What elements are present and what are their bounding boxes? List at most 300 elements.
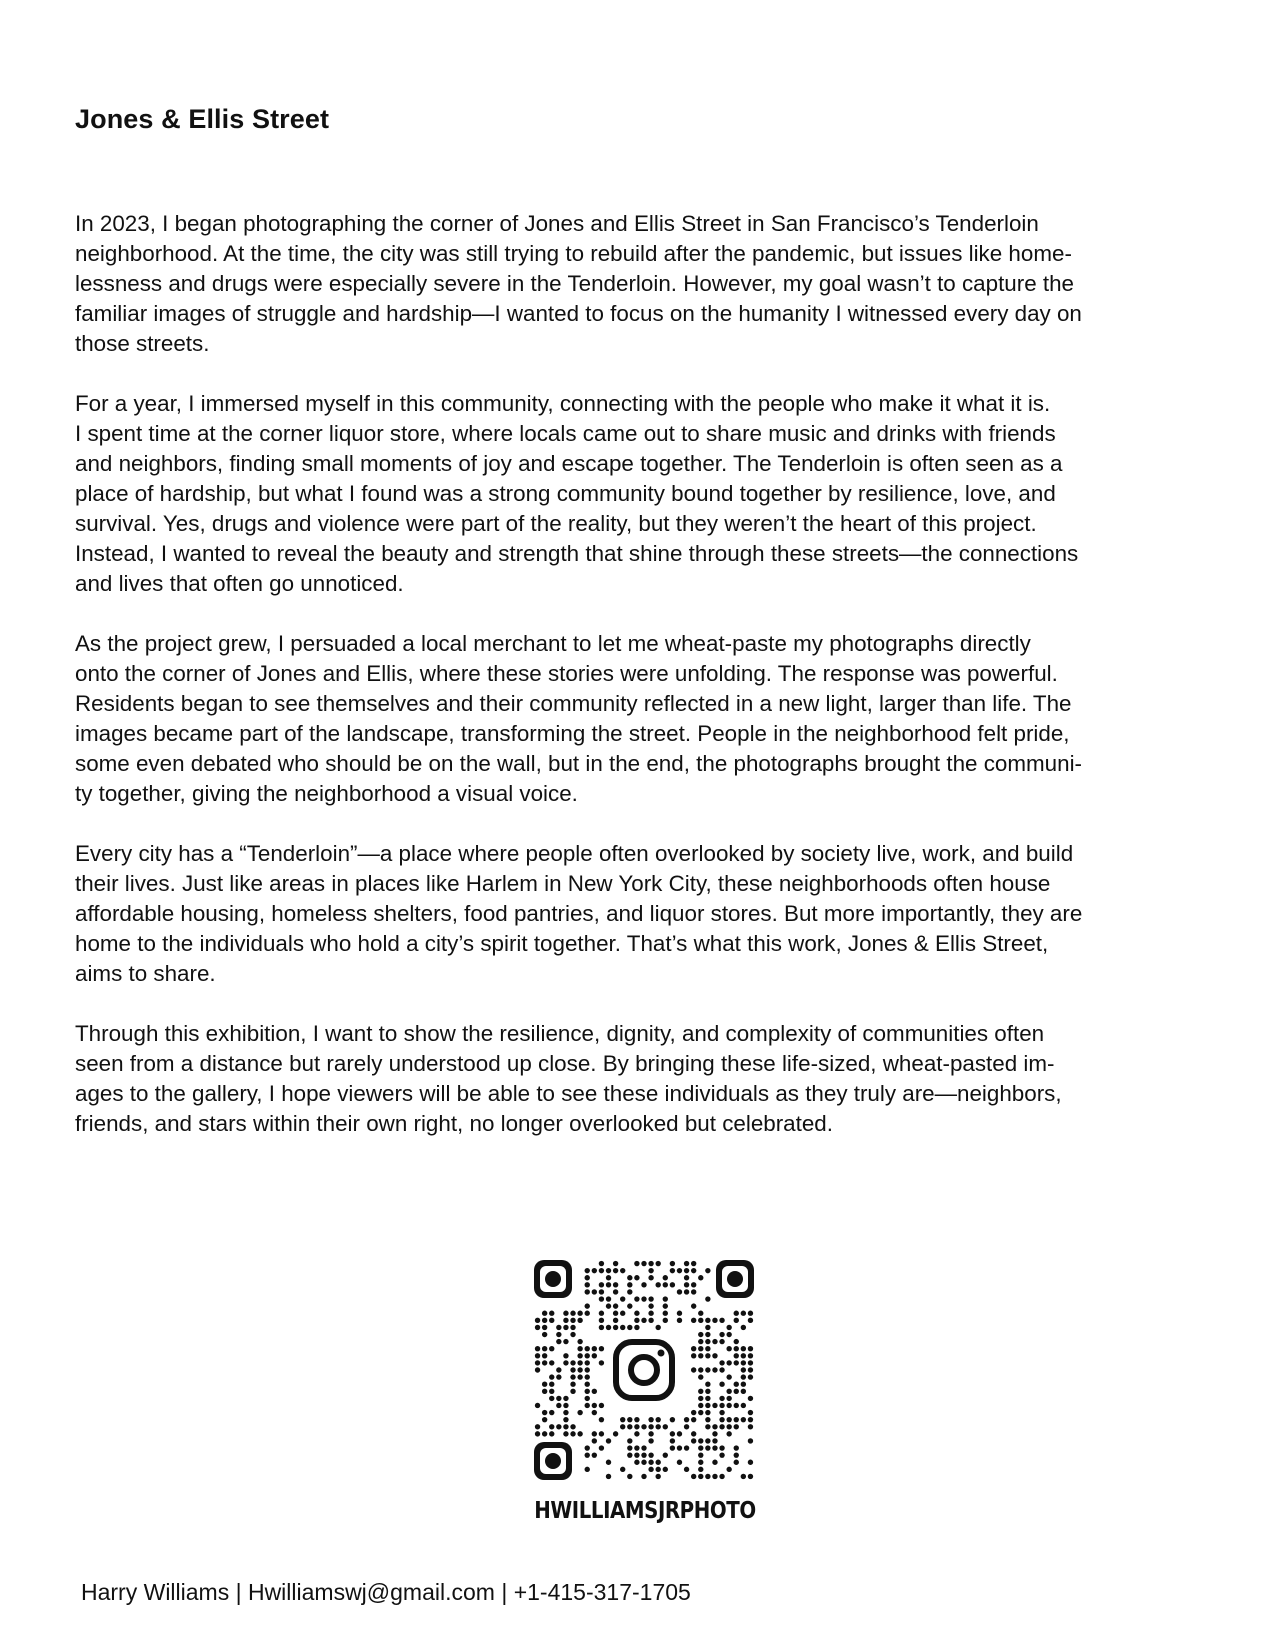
qr-module xyxy=(599,1296,604,1301)
qr-module xyxy=(734,1460,739,1465)
qr-module xyxy=(577,1346,582,1351)
qr-module xyxy=(705,1318,710,1323)
qr-module xyxy=(741,1311,746,1316)
qr-module xyxy=(542,1318,547,1323)
qr-module xyxy=(627,1438,632,1443)
qr-module xyxy=(648,1431,653,1436)
qr-module xyxy=(535,1346,540,1351)
qr-module xyxy=(670,1445,675,1450)
qr-module xyxy=(741,1381,746,1386)
qr-module xyxy=(592,1452,597,1457)
artist-statement xyxy=(75,209,1205,1169)
qr-module xyxy=(705,1325,710,1330)
qr-module xyxy=(549,1346,554,1351)
qr-module xyxy=(698,1374,703,1379)
qr-module xyxy=(748,1438,753,1443)
qr-module xyxy=(641,1474,646,1479)
qr-module xyxy=(705,1417,710,1422)
qr-module xyxy=(719,1474,724,1479)
qr-module xyxy=(670,1282,675,1287)
qr-module xyxy=(542,1360,547,1365)
qr-module xyxy=(549,1318,554,1323)
qr-module xyxy=(585,1346,590,1351)
qr-module xyxy=(726,1389,731,1394)
qr-module xyxy=(712,1474,717,1479)
qr-module xyxy=(634,1417,639,1422)
qr-module xyxy=(570,1360,575,1365)
qr-module xyxy=(599,1289,604,1294)
qr-module xyxy=(556,1403,561,1408)
qr-module xyxy=(648,1268,653,1273)
qr-module xyxy=(705,1403,710,1408)
qr-module xyxy=(748,1353,753,1358)
qr-module xyxy=(691,1417,696,1422)
qr-module xyxy=(748,1417,753,1422)
qr-module xyxy=(613,1289,618,1294)
qr-module xyxy=(741,1374,746,1379)
statement-paragraph-5: Through this exhibition, I want to show the resilience, dignity, and complexity of communities often seen from a distance but rarely understood up close. By bringing these life-sized, wheat-pasted im- ages to the gallery, I hope viewers will be able to see these individuals as they truly are—neighbors, friends, and stars within their own right, no longer overlooked but celebrated. xyxy=(75,1021,1062,1136)
qr-module xyxy=(556,1374,561,1379)
qr-module xyxy=(698,1396,703,1401)
qr-module xyxy=(599,1311,604,1316)
qr-module xyxy=(705,1268,710,1273)
qr-module xyxy=(556,1367,561,1372)
qr-module xyxy=(741,1417,746,1422)
qr-module xyxy=(585,1396,590,1401)
qr-module xyxy=(698,1452,703,1457)
qr-module xyxy=(634,1296,639,1301)
qr-module xyxy=(655,1325,660,1330)
qr-module xyxy=(741,1346,746,1351)
qr-module xyxy=(613,1325,618,1330)
qr-module xyxy=(705,1474,710,1479)
qr-module xyxy=(698,1318,703,1323)
qr-module xyxy=(719,1381,724,1386)
qr-module xyxy=(734,1403,739,1408)
qr-module xyxy=(627,1474,632,1479)
qr-module xyxy=(705,1389,710,1394)
qr-module xyxy=(648,1275,653,1280)
qr-module xyxy=(549,1396,554,1401)
qr-module xyxy=(563,1403,568,1408)
qr-module xyxy=(606,1474,611,1479)
qr-module xyxy=(592,1438,597,1443)
qr-module xyxy=(570,1424,575,1429)
qr-module xyxy=(613,1303,618,1308)
qr-module xyxy=(726,1431,731,1436)
qr-module xyxy=(592,1289,597,1294)
qr-module xyxy=(535,1318,540,1323)
qr-module xyxy=(542,1332,547,1337)
qr-module xyxy=(577,1318,582,1323)
qr-module xyxy=(620,1467,625,1472)
qr-module xyxy=(726,1417,731,1422)
qr-module xyxy=(599,1417,604,1422)
instagram-icon xyxy=(610,1336,678,1404)
qr-module xyxy=(599,1261,604,1266)
qr-module xyxy=(734,1417,739,1422)
qr-module xyxy=(698,1474,703,1479)
qr-module xyxy=(620,1417,625,1422)
qr-module xyxy=(620,1325,625,1330)
qr-module xyxy=(670,1431,675,1436)
qr-module xyxy=(698,1332,703,1337)
qr-module xyxy=(691,1303,696,1308)
qr-module xyxy=(670,1261,675,1266)
qr-module xyxy=(691,1367,696,1372)
qr-module xyxy=(698,1346,703,1351)
qr-module xyxy=(741,1325,746,1330)
qr-module xyxy=(734,1389,739,1394)
qr-module xyxy=(663,1275,668,1280)
qr-module xyxy=(705,1445,710,1450)
qr-module xyxy=(748,1318,753,1323)
qr-module xyxy=(691,1318,696,1323)
qr-module xyxy=(641,1424,646,1429)
qr-module xyxy=(549,1311,554,1316)
qr-module xyxy=(606,1275,611,1280)
qr-module xyxy=(606,1460,611,1465)
qr-module xyxy=(748,1346,753,1351)
qr-module xyxy=(585,1367,590,1372)
qr-module xyxy=(663,1452,668,1457)
qr-module xyxy=(570,1318,575,1323)
qr-module xyxy=(712,1431,717,1436)
qr-module xyxy=(698,1467,703,1472)
qr-module xyxy=(585,1275,590,1280)
qr-module xyxy=(748,1410,753,1415)
qr-module xyxy=(563,1325,568,1330)
qr-module xyxy=(734,1424,739,1429)
qr-module xyxy=(719,1445,724,1450)
qr-module xyxy=(698,1445,703,1450)
qr-module xyxy=(705,1332,710,1337)
qr-module xyxy=(535,1431,540,1436)
qr-module xyxy=(577,1311,582,1316)
qr-module xyxy=(585,1311,590,1316)
qr-module xyxy=(556,1332,561,1337)
qr-module xyxy=(655,1424,660,1429)
qr-module xyxy=(585,1282,590,1287)
qr-module xyxy=(577,1431,582,1436)
qr-module xyxy=(684,1424,689,1429)
qr-module xyxy=(677,1431,682,1436)
qr-module xyxy=(705,1339,710,1344)
qr-module xyxy=(712,1460,717,1465)
qr-module xyxy=(691,1282,696,1287)
qr-module xyxy=(648,1303,653,1308)
qr-module xyxy=(698,1410,703,1415)
qr-module xyxy=(748,1360,753,1365)
qr-module xyxy=(570,1431,575,1436)
qr-module xyxy=(549,1381,554,1386)
qr-module xyxy=(663,1424,668,1429)
qr-module xyxy=(599,1268,604,1273)
qr-module xyxy=(570,1381,575,1386)
qr-module xyxy=(684,1275,689,1280)
qr-module xyxy=(670,1417,675,1422)
qr-module xyxy=(705,1410,710,1415)
qr-module xyxy=(535,1360,540,1365)
contact-footer: Harry Williams | Hwilliamswj@gmail.com | +1-415-317-1705 xyxy=(81,1579,691,1605)
instagram-qr-code[interactable] xyxy=(534,1260,754,1480)
qr-module xyxy=(634,1325,639,1330)
qr-module xyxy=(691,1289,696,1294)
qr-module xyxy=(648,1296,653,1301)
qr-module xyxy=(684,1268,689,1273)
qr-module xyxy=(734,1452,739,1457)
qr-module xyxy=(698,1389,703,1394)
qr-module xyxy=(691,1268,696,1273)
qr-module xyxy=(655,1474,660,1479)
statement-paragraph-2: For a year, I immersed myself in this community, connecting with the people who make it what it is. I spent time at the corner liquor store, where locals came out to share music and drinks with friends and neighbors, finding small moments of joy and escape together. The Tenderloin is often seen as a place of hardship, but what I found was a strong community bound together by resilience, love, and survival. Yes, drugs and violence were part of the reality, but they weren’t the heart of this project. Instead, I wanted to reveal the beauty and strength that shine through these streets—the connections and lives that often go unnoticed. xyxy=(75,391,1079,596)
qr-module xyxy=(634,1424,639,1429)
qr-module xyxy=(698,1367,703,1372)
qr-module xyxy=(712,1424,717,1429)
qr-module xyxy=(726,1325,731,1330)
qr-module xyxy=(726,1467,731,1472)
qr-module xyxy=(719,1452,724,1457)
qr-module xyxy=(641,1282,646,1287)
qr-module xyxy=(592,1389,597,1394)
qr-module xyxy=(563,1396,568,1401)
qr-module xyxy=(684,1445,689,1450)
qr-module xyxy=(698,1275,703,1280)
qr-module xyxy=(620,1296,625,1301)
qr-finder-top-right-icon xyxy=(716,1260,754,1298)
qr-module xyxy=(748,1374,753,1379)
qr-module xyxy=(677,1268,682,1273)
qr-module xyxy=(592,1268,597,1273)
qr-module xyxy=(655,1282,660,1287)
qr-module xyxy=(542,1389,547,1394)
qr-module xyxy=(563,1410,568,1415)
qr-module xyxy=(535,1325,540,1330)
qr-module xyxy=(741,1367,746,1372)
qr-module xyxy=(663,1296,668,1301)
qr-module xyxy=(570,1367,575,1372)
qr-module xyxy=(549,1424,554,1429)
qr-module xyxy=(592,1346,597,1351)
qr-module xyxy=(634,1311,639,1316)
statement-paragraph-4: Every city has a “Tenderloin”—a place where people often overlooked by society live, work, and build their lives. Just like areas in places like Harlem in New York City, these neighborhoods often house affordable housing, homeless shelters, food pantries, and liquor stores. But more importantly, they are home to the individuals who hold a city’s spirit together. That’s what this work, Jones & Ellis Street, aims to share. xyxy=(75,841,1083,986)
qr-module xyxy=(627,1417,632,1422)
qr-module xyxy=(648,1311,653,1316)
qr-module xyxy=(606,1325,611,1330)
qr-module xyxy=(577,1360,582,1365)
qr-module xyxy=(726,1396,731,1401)
qr-module xyxy=(634,1318,639,1323)
qr-module xyxy=(655,1467,660,1472)
qr-module xyxy=(663,1303,668,1308)
qr-module xyxy=(592,1431,597,1436)
qr-module xyxy=(549,1389,554,1394)
qr-module xyxy=(712,1367,717,1372)
qr-module xyxy=(698,1438,703,1443)
qr-module xyxy=(726,1360,731,1365)
qr-module xyxy=(712,1438,717,1443)
qr-module xyxy=(585,1374,590,1379)
qr-module xyxy=(705,1381,710,1386)
qr-module xyxy=(556,1339,561,1344)
qr-module xyxy=(563,1353,568,1358)
qr-module xyxy=(691,1410,696,1415)
qr-module xyxy=(592,1353,597,1358)
qr-module xyxy=(648,1417,653,1422)
qr-module xyxy=(542,1353,547,1358)
qr-module xyxy=(734,1311,739,1316)
qr-module xyxy=(741,1474,746,1479)
qr-module xyxy=(563,1417,568,1422)
qr-module xyxy=(712,1353,717,1358)
qr-module xyxy=(698,1460,703,1465)
qr-module xyxy=(705,1346,710,1351)
qr-module xyxy=(684,1467,689,1472)
qr-module xyxy=(641,1452,646,1457)
qr-module xyxy=(698,1311,703,1316)
qr-module xyxy=(620,1268,625,1273)
qr-finder-bottom-left-icon xyxy=(534,1442,572,1480)
qr-module xyxy=(670,1438,675,1443)
qr-module xyxy=(663,1282,668,1287)
qr-module xyxy=(627,1275,632,1280)
qr-module xyxy=(535,1424,540,1429)
qr-module xyxy=(627,1289,632,1294)
qr-module xyxy=(691,1431,696,1436)
qr-code-icon xyxy=(534,1260,754,1480)
page-title: Jones & Ellis Street xyxy=(75,104,330,134)
qr-module xyxy=(726,1346,731,1351)
qr-module xyxy=(705,1424,710,1429)
qr-module xyxy=(663,1467,668,1472)
qr-module xyxy=(570,1374,575,1379)
qr-module xyxy=(691,1474,696,1479)
qr-module xyxy=(627,1282,632,1287)
qr-module xyxy=(663,1318,668,1323)
qr-module xyxy=(734,1445,739,1450)
qr-module xyxy=(585,1389,590,1394)
qr-module xyxy=(663,1311,668,1316)
qr-module xyxy=(563,1318,568,1323)
qr-module xyxy=(577,1353,582,1358)
qr-module xyxy=(563,1431,568,1436)
qr-module xyxy=(570,1311,575,1316)
qr-module xyxy=(577,1410,582,1415)
qr-module xyxy=(606,1438,611,1443)
qr-module xyxy=(613,1268,618,1273)
qr-module xyxy=(648,1261,653,1266)
qr-module xyxy=(698,1353,703,1358)
qr-module xyxy=(577,1367,582,1372)
qr-module xyxy=(734,1360,739,1365)
qr-module xyxy=(748,1460,753,1465)
qr-module xyxy=(648,1452,653,1457)
qr-module xyxy=(606,1303,611,1308)
qr-module xyxy=(748,1367,753,1372)
qr-module xyxy=(705,1353,710,1358)
qr-module xyxy=(620,1311,625,1316)
qr-module xyxy=(613,1282,618,1287)
qr-module xyxy=(592,1410,597,1415)
qr-module xyxy=(748,1311,753,1316)
qr-module xyxy=(726,1424,731,1429)
qr-module xyxy=(599,1431,604,1436)
qr-module xyxy=(577,1374,582,1379)
qr-module xyxy=(563,1311,568,1316)
qr-module xyxy=(613,1261,618,1266)
qr-module xyxy=(620,1424,625,1429)
qr-module xyxy=(634,1431,639,1436)
qr-module xyxy=(570,1389,575,1394)
qr-module xyxy=(549,1374,554,1379)
qr-module xyxy=(719,1339,724,1344)
qr-module xyxy=(599,1360,604,1365)
qr-module xyxy=(542,1346,547,1351)
qr-module xyxy=(613,1311,618,1316)
qr-module xyxy=(655,1460,660,1465)
qr-module xyxy=(634,1445,639,1450)
qr-module xyxy=(641,1261,646,1266)
qr-module xyxy=(719,1417,724,1422)
qr-module xyxy=(599,1403,604,1408)
qr-module xyxy=(719,1424,724,1429)
qr-module xyxy=(748,1396,753,1401)
qr-module xyxy=(556,1325,561,1330)
qr-module xyxy=(726,1374,731,1379)
qr-module xyxy=(741,1389,746,1394)
qr-module xyxy=(606,1268,611,1273)
qr-module xyxy=(684,1261,689,1266)
qr-module xyxy=(585,1452,590,1457)
qr-finder-top-left-icon xyxy=(534,1260,572,1298)
qr-module xyxy=(712,1318,717,1323)
qr-module xyxy=(677,1445,682,1450)
qr-module xyxy=(556,1396,561,1401)
qr-module xyxy=(585,1353,590,1358)
qr-module xyxy=(563,1424,568,1429)
qr-module xyxy=(684,1417,689,1422)
qr-module xyxy=(741,1353,746,1358)
qr-module xyxy=(542,1381,547,1386)
qr-module xyxy=(726,1332,731,1337)
qr-module xyxy=(712,1403,717,1408)
qr-module xyxy=(648,1438,653,1443)
qr-module xyxy=(556,1424,561,1429)
qr-module xyxy=(734,1339,739,1344)
qr-module xyxy=(648,1467,653,1472)
qr-module xyxy=(634,1460,639,1465)
qr-module xyxy=(563,1360,568,1365)
qr-module xyxy=(570,1325,575,1330)
qr-module xyxy=(719,1396,724,1401)
qr-module xyxy=(748,1424,753,1429)
qr-module xyxy=(599,1282,604,1287)
qr-module xyxy=(677,1460,682,1465)
qr-module xyxy=(542,1311,547,1316)
qr-module xyxy=(670,1268,675,1273)
qr-module xyxy=(592,1403,597,1408)
qr-module xyxy=(741,1403,746,1408)
qr-module xyxy=(606,1296,611,1301)
qr-module xyxy=(634,1261,639,1266)
qr-module xyxy=(655,1261,660,1266)
qr-module xyxy=(719,1360,724,1365)
qr-module xyxy=(577,1339,582,1344)
qr-module xyxy=(570,1332,575,1337)
qr-module xyxy=(634,1452,639,1457)
qr-module xyxy=(599,1325,604,1330)
qr-module xyxy=(549,1410,554,1415)
